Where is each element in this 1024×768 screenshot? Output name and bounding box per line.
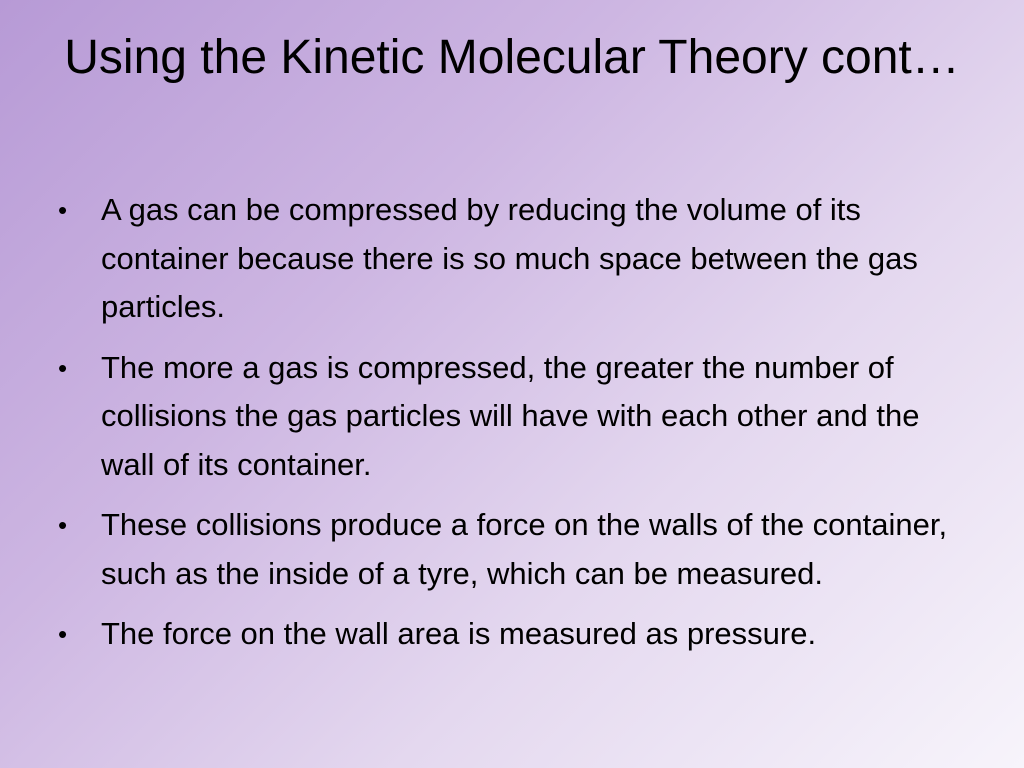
bullet-icon: • bbox=[58, 619, 68, 649]
bullet-icon: • bbox=[58, 195, 68, 225]
bullet-text: The force on the wall area is measured as pressure. bbox=[101, 616, 817, 651]
bullet-item bbox=[58, 610, 978, 659]
bullet-list bbox=[58, 186, 978, 671]
slide-title: Using the Kinetic Molecular Theory cont… bbox=[64, 31, 960, 84]
bullet-icon: • bbox=[58, 510, 68, 540]
bullet-text: A gas can be compressed by reducing the volume of its container because there is so much space between the gas particles. bbox=[101, 192, 918, 324]
bullet-text: These collisions produce a force on the walls of the container, such as the inside of a tyre, which can be measured. bbox=[101, 507, 948, 591]
bullet-item bbox=[58, 186, 978, 332]
bullet-item bbox=[58, 501, 978, 598]
bullet-text: The more a gas is compressed, the greater the number of collisions the gas particles will have with each other and the wall of its container. bbox=[101, 349, 920, 482]
bullet-item bbox=[58, 344, 978, 490]
bullet-icon: • bbox=[58, 352, 68, 383]
